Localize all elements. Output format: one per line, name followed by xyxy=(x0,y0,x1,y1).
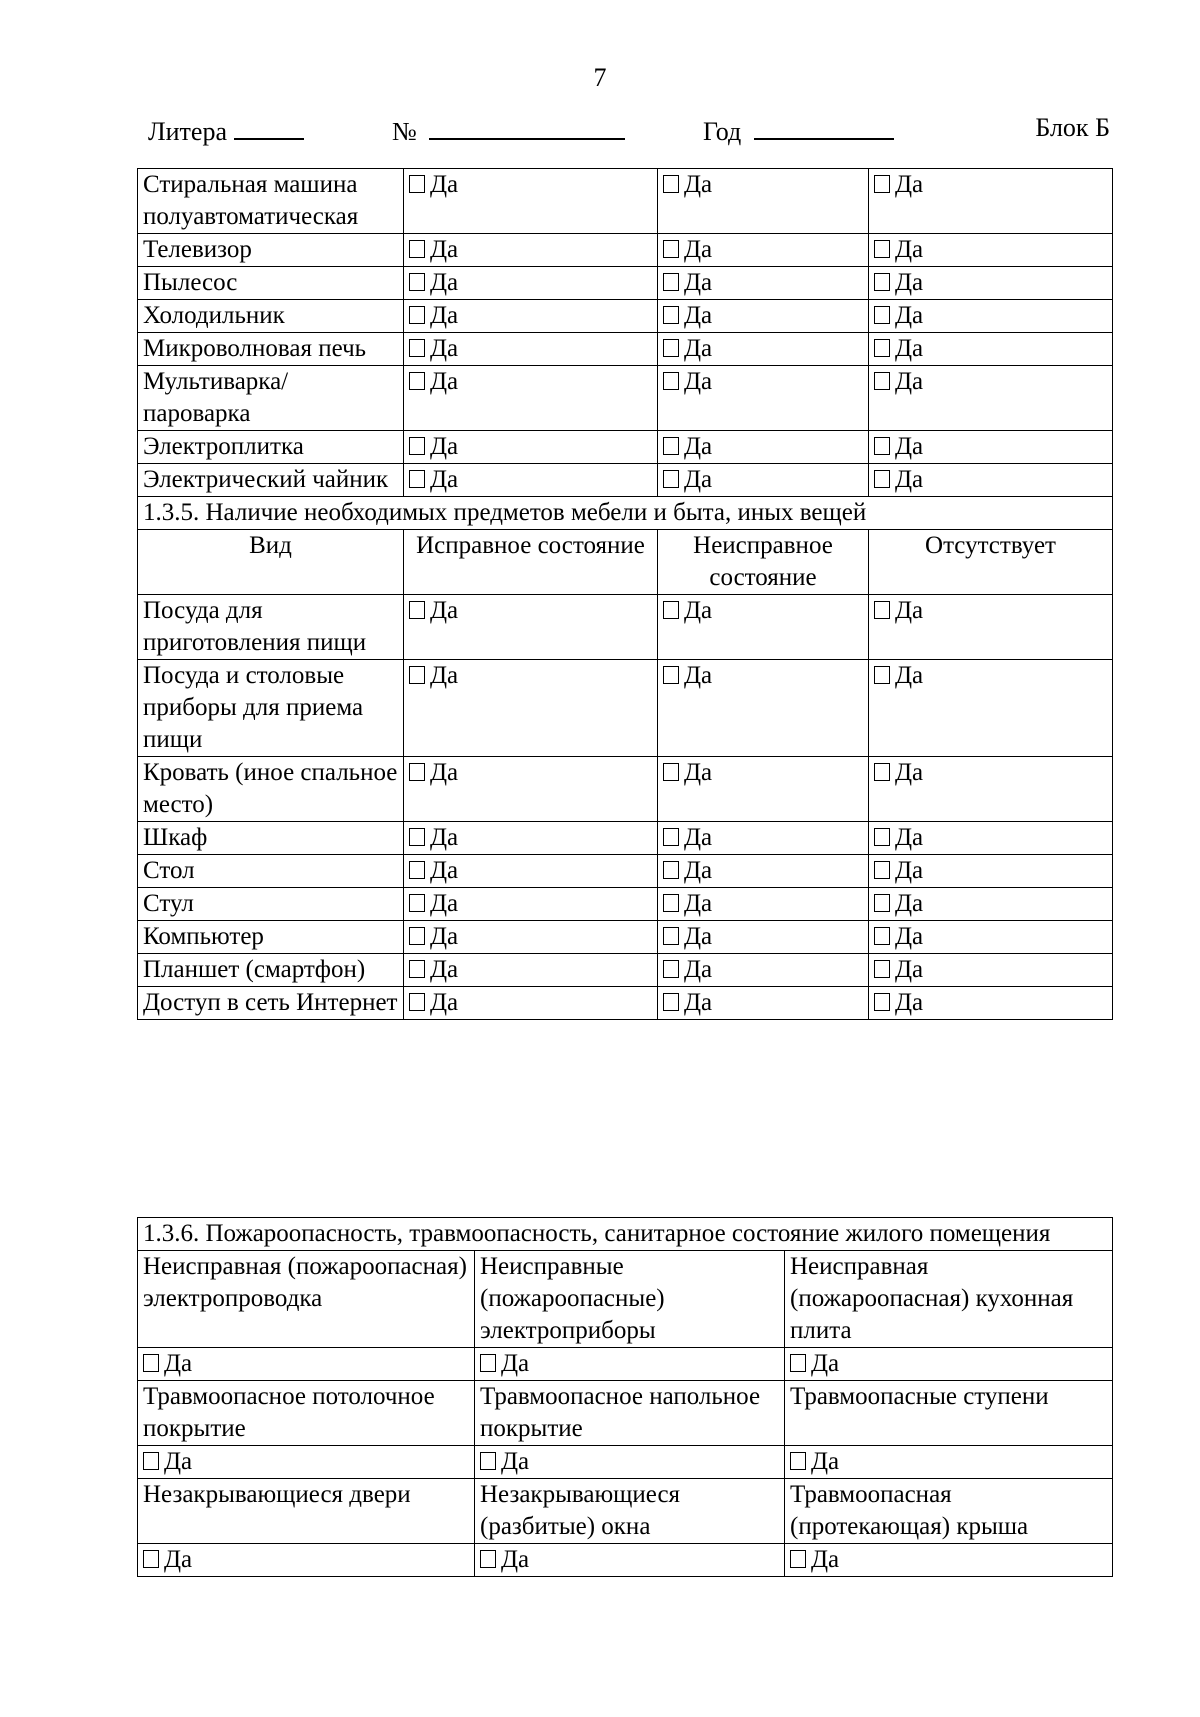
checkbox-cell xyxy=(869,267,1113,300)
checkbox-cell xyxy=(869,987,1113,1020)
checkbox-label: Да xyxy=(430,989,459,1016)
furniture-row xyxy=(138,954,1113,987)
checkbox-hazard[interactable] xyxy=(143,1550,159,1568)
checkbox-label: Да xyxy=(430,597,459,624)
checkbox-absent[interactable] xyxy=(874,175,890,193)
hazard-label: Неисправная (пожароопасная) кухонная плита xyxy=(785,1251,1113,1348)
checkbox-cell xyxy=(138,1348,475,1381)
litera-input-line[interactable] xyxy=(234,112,304,140)
hazard-label: Травмоопасное потолочное покрытие xyxy=(138,1381,475,1446)
hazard-label: Травмоопасные ступени xyxy=(785,1381,1113,1446)
item-name: Стол xyxy=(138,855,404,888)
appliances-furniture-table xyxy=(137,168,1113,1020)
checkbox-label: Да xyxy=(895,335,924,362)
checkbox-cell xyxy=(658,431,869,464)
hazard-label: Травмоопасное напольное покрытие xyxy=(475,1381,785,1446)
checkbox-label: Да xyxy=(430,923,459,950)
checkbox-label: Да xyxy=(895,759,924,786)
form-header xyxy=(148,112,1110,146)
checkbox-hazard[interactable] xyxy=(790,1452,806,1470)
checkbox-cell xyxy=(658,366,869,431)
hazard-table xyxy=(137,1217,1113,1577)
hazard-rows xyxy=(138,1218,1113,1577)
checkbox-label: Да xyxy=(895,368,924,395)
furniture-row xyxy=(138,921,1113,954)
checkbox-label: Да xyxy=(164,1448,193,1475)
checkbox-label: Да xyxy=(684,269,713,296)
checkbox-label: Да xyxy=(430,824,459,851)
checkbox-cell xyxy=(869,333,1113,366)
checkbox-absent[interactable] xyxy=(874,993,890,1011)
checkbox-working[interactable] xyxy=(409,470,425,488)
checkbox-absent[interactable] xyxy=(874,828,890,846)
appliance-row xyxy=(138,169,1113,234)
checkbox-working[interactable] xyxy=(409,240,425,258)
litera-field xyxy=(148,112,304,148)
appliance-row xyxy=(138,267,1113,300)
checkbox-label: Да xyxy=(430,857,459,884)
checkbox-label: Да xyxy=(430,466,459,493)
checkbox-cell xyxy=(404,431,658,464)
checkbox-faulty[interactable] xyxy=(663,372,679,390)
checkbox-label: Да xyxy=(684,302,713,329)
furniture-row xyxy=(138,757,1113,822)
checkbox-cell xyxy=(138,1446,475,1479)
item-name: Планшет (смартфон) xyxy=(138,954,404,987)
checkbox-cell xyxy=(658,169,869,234)
furniture-row xyxy=(138,888,1113,921)
hazard-check-row xyxy=(138,1544,1113,1577)
checkbox-cell xyxy=(869,757,1113,822)
furniture-row xyxy=(138,822,1113,855)
hazard-label: Травмоопасная (протекающая) крыша xyxy=(785,1479,1113,1544)
checkbox-cell xyxy=(658,954,869,987)
checkbox-faulty[interactable] xyxy=(663,240,679,258)
hazard-label-row xyxy=(138,1381,1113,1446)
checkbox-faulty[interactable] xyxy=(663,437,679,455)
checkbox-label: Да xyxy=(895,171,924,198)
checkbox-working[interactable] xyxy=(409,372,425,390)
checkbox-cell xyxy=(785,1348,1113,1381)
hazard-label-row xyxy=(138,1479,1113,1544)
checkbox-label: Да xyxy=(684,956,713,983)
checkbox-cell xyxy=(475,1446,785,1479)
checkbox-label: Да xyxy=(684,466,713,493)
item-name: Стул xyxy=(138,888,404,921)
checkbox-cell xyxy=(869,300,1113,333)
checkbox-faulty[interactable] xyxy=(663,861,679,879)
checkbox-label: Да xyxy=(684,236,713,263)
column-header: Вид xyxy=(138,530,404,595)
checkbox-cell xyxy=(658,300,869,333)
hazard-section-title: 1.3.6. Пожароопасность, травмоопасность, санитарное состояние жилого помещения xyxy=(138,1218,1113,1251)
checkbox-hazard[interactable] xyxy=(480,1452,496,1470)
checkbox-label: Да xyxy=(430,368,459,395)
checkbox-cell xyxy=(404,267,658,300)
checkbox-label: Да xyxy=(684,923,713,950)
item-name: Шкаф xyxy=(138,822,404,855)
checkbox-cell xyxy=(869,855,1113,888)
checkbox-cell xyxy=(869,660,1113,757)
checkbox-label: Да xyxy=(895,236,924,263)
checkbox-label: Да xyxy=(811,1350,840,1377)
checkbox-cell xyxy=(404,464,658,497)
checkbox-label: Да xyxy=(430,890,459,917)
checkbox-faulty[interactable] xyxy=(663,993,679,1011)
checkbox-cell xyxy=(404,366,658,431)
checkbox-faulty[interactable] xyxy=(663,339,679,357)
checkbox-cell xyxy=(869,822,1113,855)
number-label: № xyxy=(392,117,417,146)
furniture-section-title: 1.3.5. Наличие необходимых предметов мебели и быта, иных вещей xyxy=(138,497,1113,530)
checkbox-label: Да xyxy=(501,1448,530,1475)
checkbox-cell xyxy=(404,169,658,234)
checkbox-label: Да xyxy=(684,368,713,395)
checkbox-absent[interactable] xyxy=(874,273,890,291)
checkbox-label: Да xyxy=(684,857,713,884)
checkbox-faulty[interactable] xyxy=(663,601,679,619)
checkbox-cell xyxy=(785,1446,1113,1479)
checkbox-working[interactable] xyxy=(409,828,425,846)
checkbox-absent[interactable] xyxy=(874,437,890,455)
checkbox-absent[interactable] xyxy=(874,601,890,619)
item-name: Доступ в сеть Интернет xyxy=(138,987,404,1020)
checkbox-cell xyxy=(658,267,869,300)
checkbox-absent[interactable] xyxy=(874,306,890,324)
column-header: Отсутствует xyxy=(869,530,1113,595)
item-name: Мультиварка/ пароварка xyxy=(138,366,404,431)
checkbox-absent[interactable] xyxy=(874,960,890,978)
checkbox-working[interactable] xyxy=(409,339,425,357)
checkbox-cell xyxy=(404,954,658,987)
checkbox-cell xyxy=(658,464,869,497)
checkbox-label: Да xyxy=(684,597,713,624)
checkbox-label: Да xyxy=(164,1546,193,1573)
item-name: Электроплитка xyxy=(138,431,404,464)
appliance-row xyxy=(138,333,1113,366)
checkbox-label: Да xyxy=(430,433,459,460)
checkbox-working[interactable] xyxy=(409,763,425,781)
checkbox-label: Да xyxy=(895,269,924,296)
checkbox-absent[interactable] xyxy=(874,861,890,879)
checkbox-cell xyxy=(869,234,1113,267)
checkbox-label: Да xyxy=(430,335,459,362)
item-name: Электрический чайник xyxy=(138,464,404,497)
checkbox-label: Да xyxy=(811,1546,840,1573)
furniture-row xyxy=(138,660,1113,757)
checkbox-working[interactable] xyxy=(409,993,425,1011)
checkbox-label: Да xyxy=(895,597,924,624)
furniture-row xyxy=(138,987,1113,1020)
checkbox-cell xyxy=(404,921,658,954)
item-name: Посуда и столовые приборы для приема пищи xyxy=(138,660,404,757)
checkbox-faulty[interactable] xyxy=(663,828,679,846)
checkbox-cell xyxy=(785,1544,1113,1577)
furniture-row xyxy=(138,855,1113,888)
checkbox-working[interactable] xyxy=(409,437,425,455)
checkbox-label: Да xyxy=(430,302,459,329)
checkbox-faulty[interactable] xyxy=(663,273,679,291)
checkbox-hazard[interactable] xyxy=(143,1354,159,1372)
checkbox-label: Да xyxy=(684,824,713,851)
checkbox-faulty[interactable] xyxy=(663,894,679,912)
hazard-label: Незакрывающиеся (разбитые) окна xyxy=(475,1479,785,1544)
checkbox-hazard[interactable] xyxy=(790,1550,806,1568)
checkbox-working[interactable] xyxy=(409,306,425,324)
hazard-check-row xyxy=(138,1348,1113,1381)
checkbox-label: Да xyxy=(684,989,713,1016)
checkbox-cell xyxy=(658,987,869,1020)
checkbox-working[interactable] xyxy=(409,861,425,879)
checkbox-label: Да xyxy=(164,1350,193,1377)
hazard-label: Незакрывающиеся двери xyxy=(138,1479,475,1544)
checkbox-cell xyxy=(869,921,1113,954)
checkbox-cell xyxy=(658,595,869,660)
checkbox-label: Да xyxy=(684,759,713,786)
checkbox-cell xyxy=(404,300,658,333)
checkbox-working[interactable] xyxy=(409,927,425,945)
checkbox-label: Да xyxy=(895,989,924,1016)
checkbox-absent[interactable] xyxy=(874,894,890,912)
checkbox-absent[interactable] xyxy=(874,240,890,258)
item-name: Микроволновая печь xyxy=(138,333,404,366)
litera-label: Литера xyxy=(148,117,227,146)
furniture-rows xyxy=(138,595,1113,1020)
checkbox-faulty[interactable] xyxy=(663,175,679,193)
checkbox-label: Да xyxy=(895,890,924,917)
checkbox-working[interactable] xyxy=(409,666,425,684)
checkbox-absent[interactable] xyxy=(874,927,890,945)
checkbox-cell xyxy=(869,431,1113,464)
item-name: Посуда для приготовления пищи xyxy=(138,595,404,660)
item-name: Телевизор xyxy=(138,234,404,267)
item-name: Стиральная машина полуавтоматическая xyxy=(138,169,404,234)
checkbox-faulty[interactable] xyxy=(663,306,679,324)
checkbox-cell xyxy=(658,757,869,822)
hazard-label: Неисправная (пожароопасная) электропроводка xyxy=(138,1251,475,1348)
checkbox-absent[interactable] xyxy=(874,470,890,488)
checkbox-cell xyxy=(869,366,1113,431)
checkbox-working[interactable] xyxy=(409,273,425,291)
checkbox-cell xyxy=(658,888,869,921)
item-name: Пылесос xyxy=(138,267,404,300)
checkbox-label: Да xyxy=(430,759,459,786)
checkbox-label: Да xyxy=(684,890,713,917)
appliance-rows xyxy=(138,169,1113,497)
checkbox-cell xyxy=(869,595,1113,660)
appliance-row xyxy=(138,300,1113,333)
checkbox-cell xyxy=(404,822,658,855)
checkbox-cell xyxy=(869,888,1113,921)
appliance-row xyxy=(138,464,1113,497)
checkbox-label: Да xyxy=(501,1350,530,1377)
checkbox-cell xyxy=(658,822,869,855)
checkbox-label: Да xyxy=(501,1546,530,1573)
column-header: Неисправное состояние xyxy=(658,530,869,595)
checkbox-cell xyxy=(404,757,658,822)
year-input-line[interactable] xyxy=(754,112,894,140)
checkbox-label: Да xyxy=(684,335,713,362)
checkbox-cell xyxy=(404,660,658,757)
hazard-label-row xyxy=(138,1251,1113,1348)
checkbox-label: Да xyxy=(430,956,459,983)
checkbox-label: Да xyxy=(430,236,459,263)
checkbox-absent[interactable] xyxy=(874,763,890,781)
checkbox-label: Да xyxy=(895,466,924,493)
item-name: Холодильник xyxy=(138,300,404,333)
checkbox-label: Да xyxy=(895,923,924,950)
checkbox-cell xyxy=(869,169,1113,234)
checkbox-working[interactable] xyxy=(409,894,425,912)
checkbox-label: Да xyxy=(895,824,924,851)
checkbox-cell xyxy=(475,1544,785,1577)
checkbox-cell xyxy=(404,855,658,888)
checkbox-cell xyxy=(869,464,1113,497)
number-field xyxy=(392,112,625,148)
appliance-row xyxy=(138,234,1113,267)
checkbox-working[interactable] xyxy=(409,960,425,978)
checkbox-label: Да xyxy=(684,662,713,689)
number-input-line[interactable] xyxy=(429,112,625,140)
item-name: Кровать (иное спальное место) xyxy=(138,757,404,822)
year-field xyxy=(703,112,894,148)
checkbox-label: Да xyxy=(895,857,924,884)
block-label: Блок Б xyxy=(1035,113,1110,142)
checkbox-hazard[interactable] xyxy=(480,1550,496,1568)
checkbox-faulty[interactable] xyxy=(663,470,679,488)
item-name: Компьютер xyxy=(138,921,404,954)
checkbox-hazard[interactable] xyxy=(143,1452,159,1470)
furniture-section-header xyxy=(138,497,1113,595)
checkbox-hazard[interactable] xyxy=(790,1354,806,1372)
checkbox-cell xyxy=(658,660,869,757)
checkbox-label: Да xyxy=(430,662,459,689)
checkbox-cell xyxy=(138,1544,475,1577)
checkbox-working[interactable] xyxy=(409,175,425,193)
checkbox-cell xyxy=(404,333,658,366)
checkbox-absent[interactable] xyxy=(874,372,890,390)
checkbox-absent[interactable] xyxy=(874,666,890,684)
checkbox-faulty[interactable] xyxy=(663,666,679,684)
hazard-label: Неисправные (пожароопасные) электроприборы xyxy=(475,1251,785,1348)
year-label: Год xyxy=(703,117,742,146)
checkbox-cell xyxy=(404,234,658,267)
checkbox-cell xyxy=(658,921,869,954)
checkbox-faulty[interactable] xyxy=(663,960,679,978)
checkbox-cell xyxy=(404,987,658,1020)
checkbox-label: Да xyxy=(430,171,459,198)
checkbox-cell xyxy=(475,1348,785,1381)
checkbox-cell xyxy=(658,333,869,366)
checkbox-label: Да xyxy=(895,302,924,329)
checkbox-label: Да xyxy=(684,171,713,198)
checkbox-faulty[interactable] xyxy=(663,927,679,945)
column-header: Исправное состояние xyxy=(404,530,658,595)
checkbox-cell xyxy=(869,954,1113,987)
checkbox-faulty[interactable] xyxy=(663,763,679,781)
appliance-row xyxy=(138,366,1113,431)
checkbox-hazard[interactable] xyxy=(480,1354,496,1372)
checkbox-label: Да xyxy=(430,269,459,296)
checkbox-label: Да xyxy=(811,1448,840,1475)
checkbox-label: Да xyxy=(895,956,924,983)
hazard-check-row xyxy=(138,1446,1113,1479)
furniture-column-headers xyxy=(138,530,1113,595)
checkbox-cell xyxy=(404,888,658,921)
furniture-row xyxy=(138,595,1113,660)
checkbox-cell xyxy=(658,234,869,267)
checkbox-label: Да xyxy=(684,433,713,460)
appliance-row xyxy=(138,431,1113,464)
checkbox-cell xyxy=(404,595,658,660)
checkbox-label: Да xyxy=(895,662,924,689)
checkbox-label: Да xyxy=(895,433,924,460)
checkbox-working[interactable] xyxy=(409,601,425,619)
checkbox-cell xyxy=(658,855,869,888)
checkbox-absent[interactable] xyxy=(874,339,890,357)
page-number: 7 xyxy=(593,63,607,92)
